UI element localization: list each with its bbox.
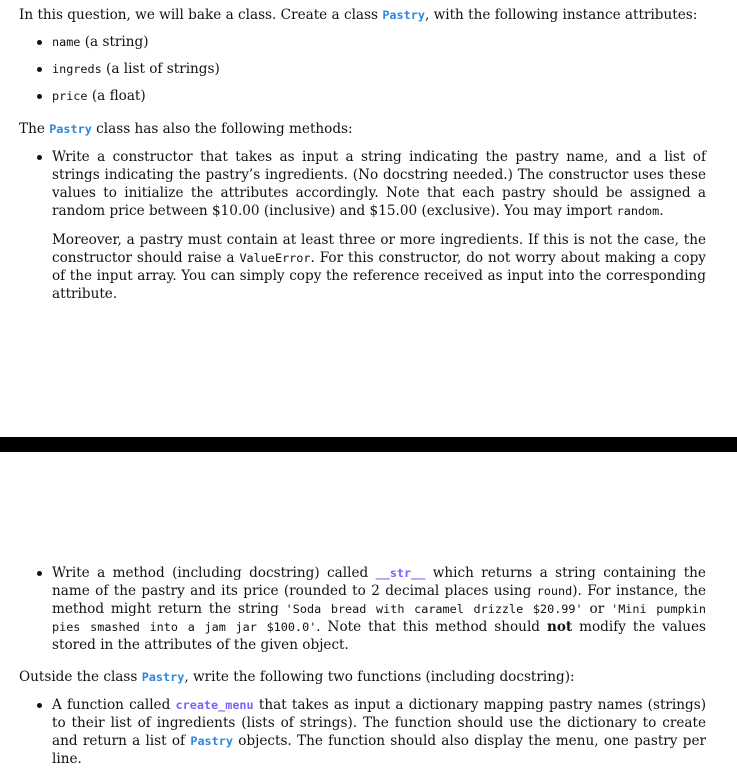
code-example-2: 'Mini pumpkin pies smashed into a jam jar $100.0' [52, 602, 706, 634]
function-name-create-menu: create_menu [175, 698, 254, 712]
create-menu-text-3: objects. The function should also display the menu, one pastry per line. [52, 733, 706, 767]
intro-text: In this question, we will bake a class. Create a class [19, 7, 383, 23]
attribute-code: ingreds [52, 62, 102, 76]
str-text-4: or [582, 601, 612, 617]
outside-intro [0, 668, 737, 686]
attribute-item-ingreds [52, 60, 737, 78]
create-menu-paragraph [52, 696, 706, 768]
constructor-text-2-end: . For this constructor, do not worry about making a copy of the input array. You can simply copy the reference received as input into the corresponding attribute. [52, 250, 706, 302]
attribute-desc: (a string) [80, 34, 149, 50]
constructor-text-2: Moreover, a pastry must contain at least three or more ingredients. If this is not the case, the constructor should raise a [52, 232, 706, 266]
intro-section [0, 6, 737, 105]
method-list-2 [0, 564, 737, 654]
code-example-1: 'Soda bread with caramel drizzle $20.99' [285, 602, 583, 616]
methods-section [0, 120, 737, 303]
constructor-text-end: . [659, 203, 664, 219]
methods-intro [0, 120, 737, 138]
str-text-6: modify the values stored in the attributes of the given object. [52, 619, 706, 653]
constructor-text: Write a constructor that takes as input a string indicating the pastry name, and a list of strings indicating the pastry’s ingredients. (No docstring needed.) The constructor uses these values to initialize the attributes accordingly. Note that each pastry should be assigned a random price between $10.00 (inclusive) and $15.00 (exclusive). You may import [52, 149, 706, 219]
str-text-2: which returns a string containing the name of the pastry and its price (rounded to 2 decimal places using [52, 565, 706, 599]
attribute-code: name [52, 35, 81, 49]
intro-text-end: , with the following instance attributes: [424, 7, 698, 23]
class-name-pastry: Pastry [141, 670, 185, 684]
str-section [0, 564, 737, 654]
attribute-desc: (a float) [87, 88, 146, 104]
attribute-list [0, 33, 737, 105]
code-round: round [536, 584, 573, 598]
constructor-item [52, 148, 706, 303]
method-list [0, 148, 737, 303]
str-text-5: . Note that this method should [316, 619, 547, 635]
str-method-item [52, 564, 706, 654]
class-name-pastry: Pastry [190, 734, 233, 748]
constructor-paragraph-2 [52, 231, 706, 303]
attribute-item-name [52, 33, 737, 51]
outside-text: Outside the class [19, 669, 142, 685]
code-valueerror: ValueError [239, 251, 311, 265]
outside-section [0, 668, 737, 768]
create-menu-text: A function called [52, 697, 176, 713]
emphasis-not: not [546, 619, 573, 635]
constructor-paragraph [52, 148, 706, 220]
create-menu-item [52, 696, 706, 768]
function-list [0, 696, 737, 768]
str-text: Write a method (including docstring) called [52, 565, 376, 581]
class-name-pastry: Pastry [382, 8, 425, 22]
code-random: random [616, 204, 660, 218]
methods-intro-text-end: class has also the following methods: [91, 121, 353, 137]
attribute-code: price [52, 89, 88, 103]
methods-intro-text: The [19, 121, 50, 137]
str-paragraph [52, 564, 706, 654]
attribute-desc: (a list of strings) [101, 61, 220, 77]
class-name-pastry: Pastry [49, 122, 92, 136]
page-divider-bar [0, 437, 737, 452]
str-text-3: ). For instance, the method might return the string [52, 583, 706, 617]
method-name-str: __str__ [375, 566, 426, 580]
outside-text-end: , write the following two functions (including docstring): [184, 669, 575, 685]
attribute-item-price [52, 87, 737, 105]
create-menu-text-2: that takes as input a dictionary mapping pastry names (strings) to their list of ingredients (lists of strings). The function should use the dictionary to create and return a list of [52, 697, 706, 749]
intro-paragraph [0, 6, 737, 24]
